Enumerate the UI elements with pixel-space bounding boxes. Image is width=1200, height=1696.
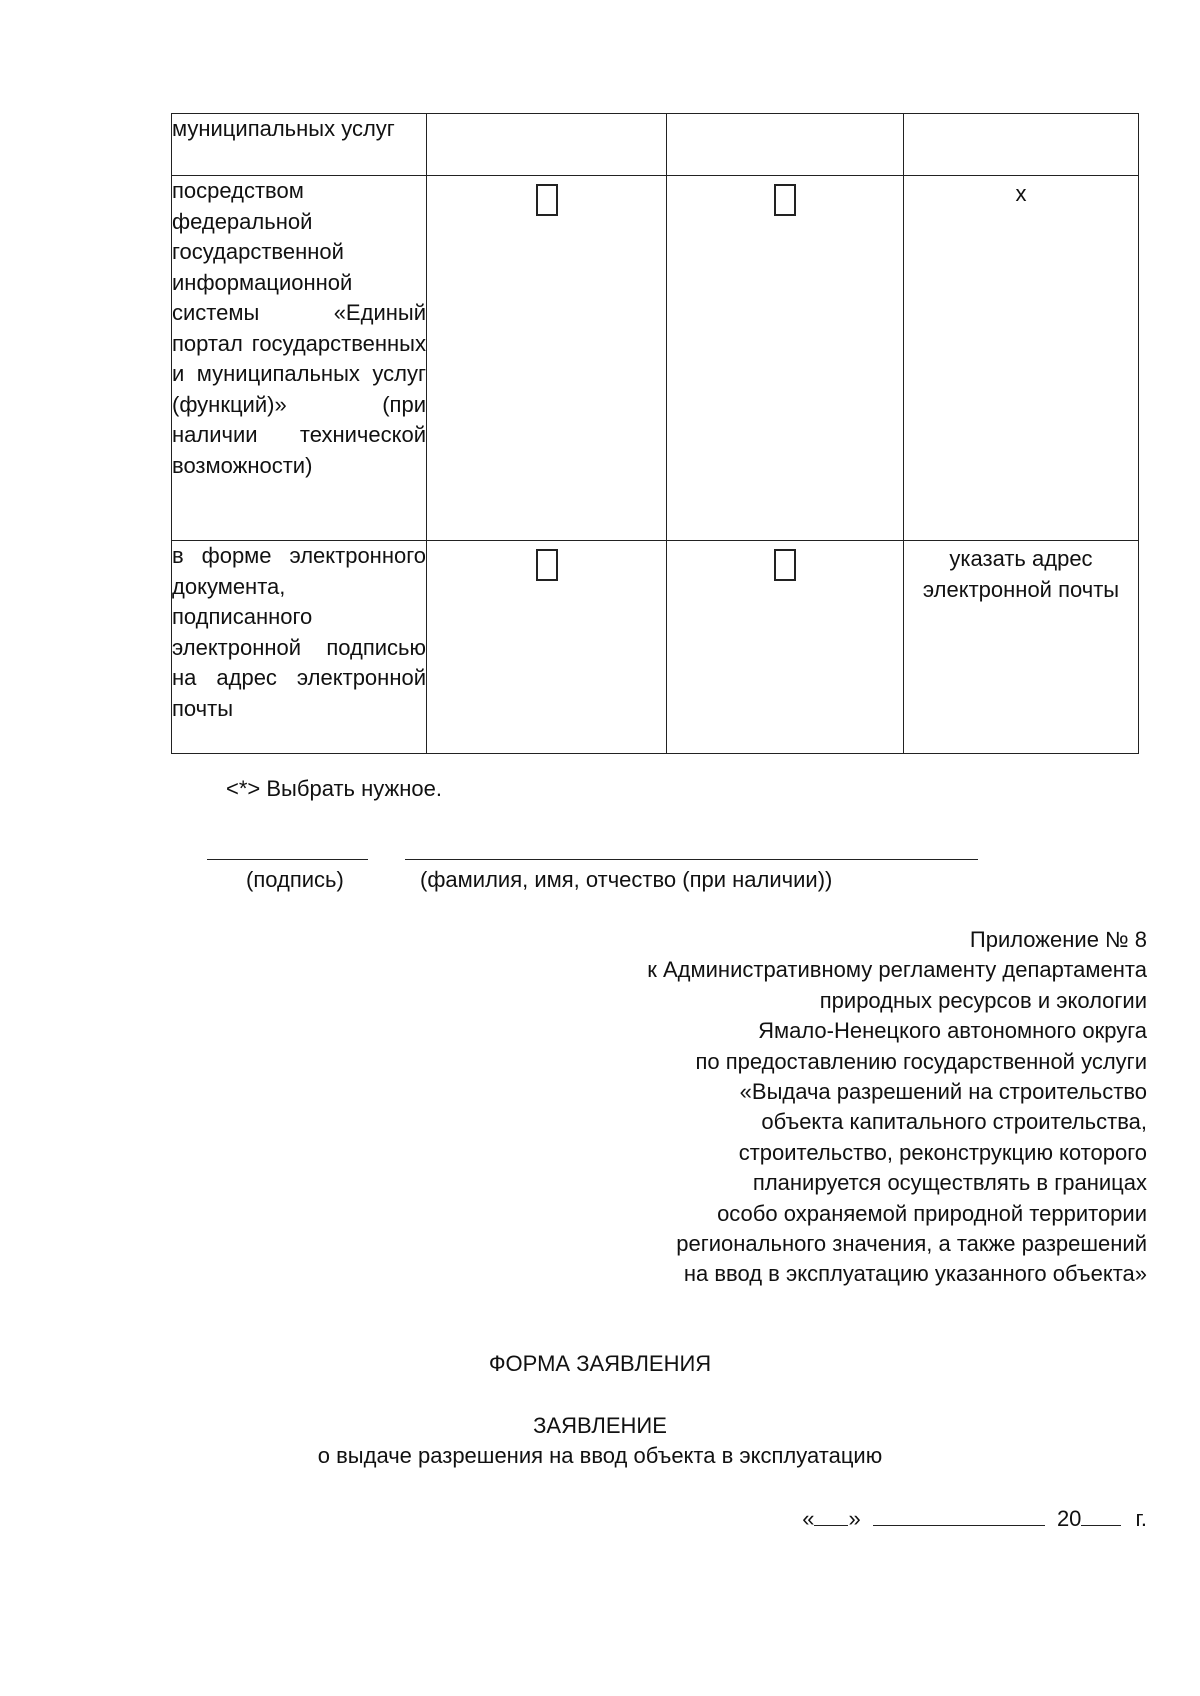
appendix-line: к Административному регламенту департамента (647, 957, 1147, 983)
form-title: ФОРМА ЗАЯВЛЕНИЯ (488, 1351, 712, 1376)
checkbox[interactable] (774, 549, 796, 581)
open-quote: « (802, 1506, 815, 1531)
appendix-line: планируется осуществлять в границах (752, 1170, 1147, 1196)
mark-cell-2 (667, 541, 904, 754)
appendix-line: на ввод в эксплуатацию указанного объекта» (683, 1261, 1147, 1287)
method-cell: муниципальных услуг (172, 114, 427, 176)
appendix-line: объекта капитального строительства, (761, 1109, 1147, 1135)
day-field[interactable] (814, 1505, 848, 1526)
name-line[interactable] (405, 859, 978, 860)
year-prefix: 20 (1056, 1506, 1082, 1531)
appendix-line: строительство, реконструкцию которого (738, 1139, 1147, 1165)
name-caption: (фамилия, имя, отчество (при наличии)) (420, 867, 833, 892)
year-field[interactable] (1081, 1505, 1121, 1526)
date-line (802, 1505, 1147, 1532)
appendix-line: регионального значения, а также разрешений (676, 1231, 1147, 1257)
mark-cell-2 (667, 176, 904, 541)
appendix-line: особо охраняемой природной территории (717, 1200, 1147, 1226)
mark-cell-1 (427, 541, 667, 754)
table-row (172, 176, 1139, 541)
month-field[interactable] (873, 1505, 1045, 1526)
signature-caption: (подпись) (246, 867, 344, 892)
appendix-line: природных ресурсов и экологии (819, 987, 1147, 1013)
footnote: <*> Выбрать нужное. (226, 776, 442, 801)
close-quote: » (848, 1506, 861, 1531)
appendix-header (647, 925, 1147, 1290)
checkbox[interactable] (536, 184, 558, 216)
table-row (172, 114, 1139, 176)
note-cell: х (904, 176, 1139, 541)
note-cell (904, 114, 1139, 176)
appendix-line: Ямало-Ненецкого автономного округа (758, 1018, 1147, 1044)
method-cell: в форме электронного документа, подписанного электронной подписью на адрес электронной почты (172, 541, 427, 754)
mark-cell-2 (667, 114, 904, 176)
appendix-line: Приложение № 8 (969, 927, 1147, 952)
method-cell: посредством федеральной государственной информационной системы «Единый портал государственных и муниципальных услуг (функций)» (при наличии технической возможности) (172, 176, 427, 541)
appendix-line: «Выдача разрешений на строительство (739, 1079, 1147, 1105)
note-cell: указать адрес электронной почты (904, 541, 1139, 754)
signature-line[interactable] (207, 859, 368, 860)
table-row (172, 541, 1139, 754)
checkbox[interactable] (774, 184, 796, 216)
mark-cell-1 (427, 114, 667, 176)
appendix-line: по предоставлению государственной услуги (695, 1048, 1147, 1074)
checkbox[interactable] (536, 549, 558, 581)
year-suffix: г. (1135, 1506, 1147, 1531)
mark-cell-1 (427, 176, 667, 541)
statement-subtitle: о выдаче разрешения на ввод объекта в эксплуатацию (317, 1443, 883, 1468)
statement-title: ЗАЯВЛЕНИЕ (533, 1413, 667, 1438)
delivery-method-table (171, 113, 1139, 754)
